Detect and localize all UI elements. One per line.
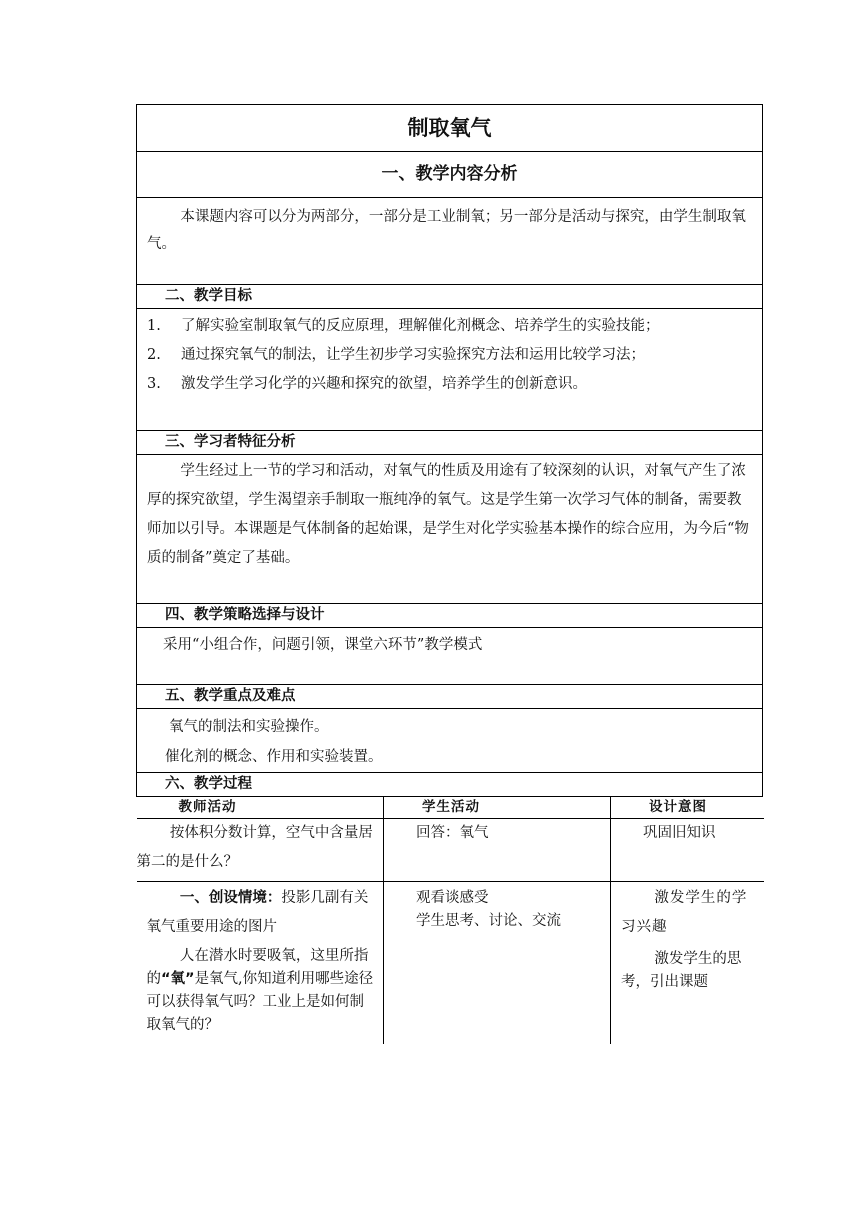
teacher-activity-cell: 按体积分数计算，空气中含量居第二的是什么？ [137, 819, 384, 882]
key-point-item: 氧气的制法和实验操作。 [169, 719, 329, 735]
key-point-item: 催化剂的概念、作用和实验装置。 [165, 749, 383, 765]
student-activity-cell: 观看谈感受 学生思考、讨论、交流 [384, 882, 611, 1045]
design-intent-cell: 激发学生的学习兴趣 激发学生的思考，引出课题 [611, 882, 764, 1045]
process-table [137, 797, 764, 1044]
objectives-list [137, 309, 763, 431]
document-title: 制取氧气 [137, 105, 763, 152]
objective-item: 1. 了解实验室制取氧气的反应原理，理解催化剂概念、培养学生的实验技能； [147, 318, 660, 334]
column-header-student: 学生活动 [384, 797, 611, 819]
process-heading: 六、教学过程 [137, 773, 763, 797]
lesson-plan-document [136, 104, 763, 1044]
objective-item: 3. 激发学生学习化学的兴趣和探究的欲望，培养学生的创新意识。 [147, 376, 587, 392]
objectives-heading: 二、教学目标 [137, 285, 763, 309]
key-points-list [137, 709, 763, 773]
content-analysis-heading: 一、教学内容分析 [137, 152, 763, 198]
content-analysis-text: 本课题内容可以分为两部分，一部分是工业制氧；另一部分是活动与探究，由学生制取氧气。 [137, 198, 763, 285]
design-intent-cell: 巩固旧知识 [611, 819, 764, 882]
key-points-heading: 五、教学重点及难点 [137, 685, 763, 709]
teacher-activity-cell: 一、创设情境：投影几副有关氧气重要用途的图片 人在潜水时要吸氧，这里所指的“氧”是氧气,你知道利用哪些途径可以获得氧气吗？工业上是如何制取氧气的？ [137, 882, 384, 1045]
strategy-heading: 四、教学策略选择与设计 [137, 604, 763, 628]
learner-analysis-heading: 三、学习者特征分析 [137, 431, 763, 455]
process-table-container [137, 797, 763, 1045]
process-header-row [137, 797, 764, 819]
lesson-plan-table [136, 104, 763, 1044]
strategy-text: 采用“小组合作，问题引领，课堂六环节”教学模式 [137, 628, 763, 685]
column-header-teacher: 教师活动 [137, 797, 384, 819]
table-row [137, 882, 764, 1045]
situation-label: 一、创设情境： [179, 890, 282, 906]
table-row [137, 819, 764, 882]
column-header-intent: 设计意图 [611, 797, 764, 819]
student-activity-cell: 回答：氧气 [384, 819, 611, 882]
objective-item: 2. 通过探究氧气的制法，让学生初步学习实验探究方法和运用比较学习法； [147, 347, 645, 363]
learner-analysis-text: 学生经过上一节的学习和活动，对氧气的性质及用途有了较深刻的认识，对氧气产生了浓厚的探究欲望，学生渴望亲手制取一瓶纯净的氧气。这是学生第一次学习气体的制备，需要教师加以引导。本课题是气体制备的起始课，是学生对化学实验基本操作的综合应用，为今后“物质的制备”奠定了基础。 [137, 455, 763, 604]
